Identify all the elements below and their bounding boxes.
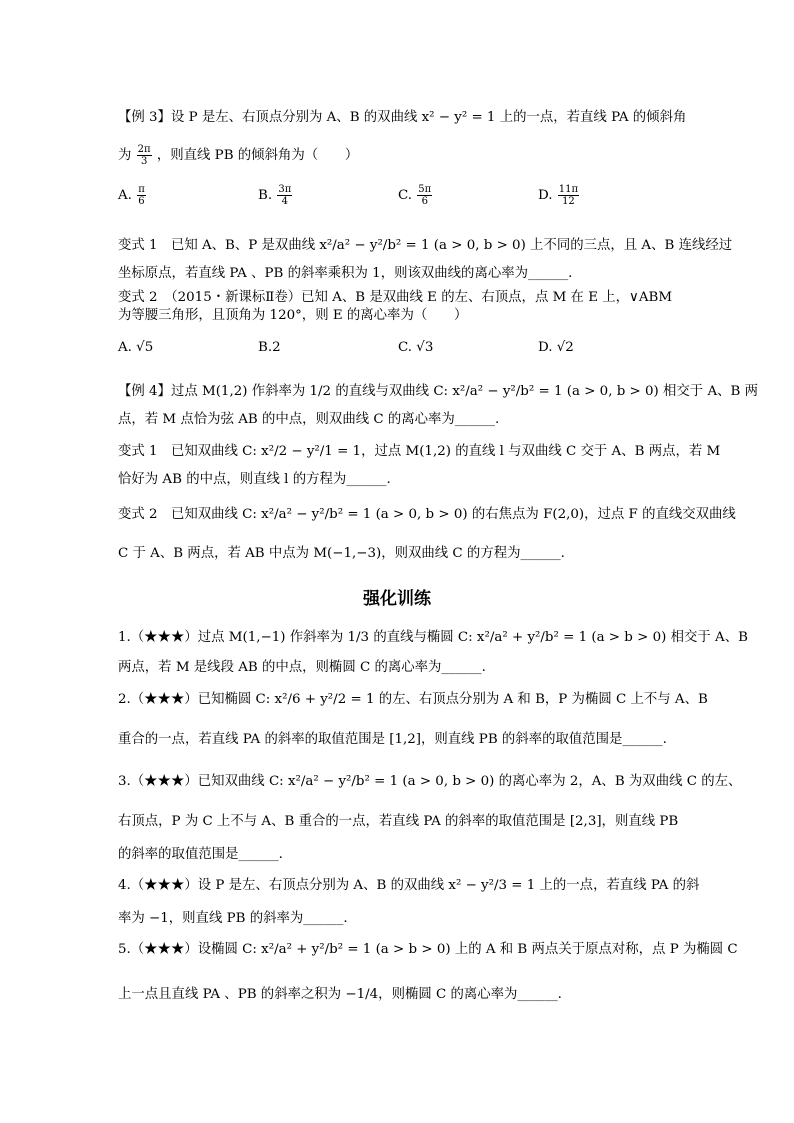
ex3-variant-2-line-2: 为等腰三角形，且顶角为 120°，则 E 的离心率为（ ）: [118, 308, 468, 323]
option-c-numerator: 5π: [418, 184, 432, 195]
exercise-3-line-1: 3.（★★★）已知双曲线 C: x²/a² − y²/b² = 1 (a > 0, b > 0) 的离心率为 2，A、B 为双曲线 C 的左、: [118, 774, 742, 789]
option-c: [398, 184, 433, 207]
v2-option-b: B.2: [258, 340, 281, 355]
option-d-fraction: [558, 184, 579, 207]
option-a-fraction: [137, 184, 146, 207]
ex3-variant-2-options: [118, 340, 678, 370]
option-b-fraction: [277, 184, 292, 207]
angle-denominator: 3: [140, 156, 148, 167]
exercise-4-line-1: 4.（★★★）设 P 是左、右顶点分别为 A、B 的双曲线 x² − y²/3 = 1 上的一点，若直线 PA 的斜: [118, 878, 700, 893]
angle-fraction: [137, 144, 152, 167]
ex3-line-2-suffix: ，则直线 PB 的倾斜角为（ ）: [156, 148, 359, 163]
angle-numerator: 2π: [137, 144, 151, 155]
option-c-fraction: [417, 184, 432, 207]
ex3-line-2: [118, 144, 358, 167]
option-a-numerator: π: [138, 184, 145, 195]
exercise-5-line-1: 5.（★★★）设椭圆 C: x²/a² + y²/b² = 1 (a > b > 0) 上的 A 和 B 两点关于原点对称，点 P 为椭圆 C: [118, 942, 738, 957]
option-a-denominator: 6: [138, 196, 145, 207]
ex4-variant-2-line-1: 变式 2 已知双曲线 C: x²/a² − y²/b² = 1 (a > 0, b > 0) 的右焦点为 F(2,0)，过点 F 的直线交双曲线: [118, 507, 736, 522]
option-b: [258, 184, 293, 207]
ex4-line-1: 【例 4】过点 M(1,2) 作斜率为 1/2 的直线与双曲线 C: x²/a² − y²/b² = 1 (a > 0, b > 0) 相交于 A、B 两: [118, 384, 758, 399]
v2-option-a: A. √5: [118, 340, 154, 355]
option-a-label: A.: [118, 188, 132, 203]
exercise-2-line-1: 2.（★★★）已知椭圆 C: x²/6 + y²/2 = 1 的左、右顶点分别为 A 和 B，P 为椭圆 C 上不与 A、B: [118, 692, 708, 707]
exercise-5-line-2: 上一点且直线 PA 、PB 的斜率之积为 −1/4，则椭圆 C 的离心率为______.: [118, 987, 562, 1002]
exercise-1-line-2: 两点，若 M 是线段 AB 的中点，则椭圆 C 的离心率为______.: [118, 660, 486, 675]
section-heading: 强化训练: [363, 589, 431, 609]
ex4-line-2: 点，若 M 点恰为弦 AB 的中点，则双曲线 C 的离心率为______.: [118, 412, 500, 427]
option-d-denominator: 12: [562, 196, 575, 207]
option-b-denominator: 4: [281, 196, 289, 207]
option-a: [118, 184, 147, 207]
exercise-1-line-1: 1.（★★★）过点 M(1,−1) 作斜率为 1/3 的直线与椭圆 C: x²/a² + y²/b² = 1 (a > b > 0) 相交于 A、B: [118, 630, 748, 645]
option-d-numerator: 11π: [558, 184, 579, 195]
v2-option-c: C. √3: [398, 340, 434, 355]
ex4-variant-1-line-1: 变式 1 已知双曲线 C: x²/2 − y²/1 = 1，过点 M(1,2) 的直线 l 与双曲线 C 交于 A、B 两点，若 M: [118, 444, 721, 459]
ex3-variant-1-line-1: 变式 1 已知 A、B、P 是双曲线 x²/a² − y²/b² = 1 (a > 0, b > 0) 上不同的三点，且 A、B 连线经过: [118, 238, 733, 253]
option-b-label: B.: [258, 188, 273, 203]
ex4-variant-1-line-2: 恰好为 AB 的中点，则直线 l 的方程为______.: [118, 472, 391, 487]
option-d: [538, 184, 580, 207]
ex4-variant-2-line-2: C 于 A、B 两点，若 AB 中点为 M(−1,−3)，则双曲线 C 的方程为______.: [118, 546, 565, 561]
ex3-line-2-prefix: 为: [118, 148, 132, 163]
option-b-numerator: 3π: [278, 184, 292, 195]
exercise-2-line-2: 重合的一点，若直线 PA 的斜率的取值范围是 [1,2]，则直线 PB 的斜率的取值范围是______.: [118, 732, 667, 747]
exercise-4-line-2: 率为 −1，则直线 PB 的斜率为______.: [118, 911, 348, 926]
exercise-3-line-2: 右顶点，P 为 C 上不与 A、B 重合的一点，若直线 PA 的斜率的取值范围是 [2,3]，则直线 PB: [118, 814, 679, 829]
ex3-variant-2-line-1: 变式 2 （2015・新课标Ⅱ卷）已知 A、B 是双曲线 E 的左、右顶点，点 M 在 E 上，∨ABM: [118, 290, 673, 305]
v2-option-d: D. √2: [538, 340, 574, 355]
option-c-denominator: 6: [421, 196, 428, 207]
option-c-label: C.: [398, 188, 413, 203]
option-d-label: D.: [538, 188, 553, 203]
ex3-variant-1-line-2: 坐标原点，若直线 PA 、PB 的斜率乘积为 1，则该双曲线的离心率为______.: [118, 266, 573, 281]
ex3-options: [118, 184, 678, 214]
ex3-line-1: 【例 3】设 P 是左、右顶点分别为 A、B 的双曲线 x² − y² = 1 上的一点，若直线 PA 的倾斜角: [118, 110, 687, 125]
exercise-3-line-3: 的斜率的取值范围是______.: [118, 847, 283, 862]
